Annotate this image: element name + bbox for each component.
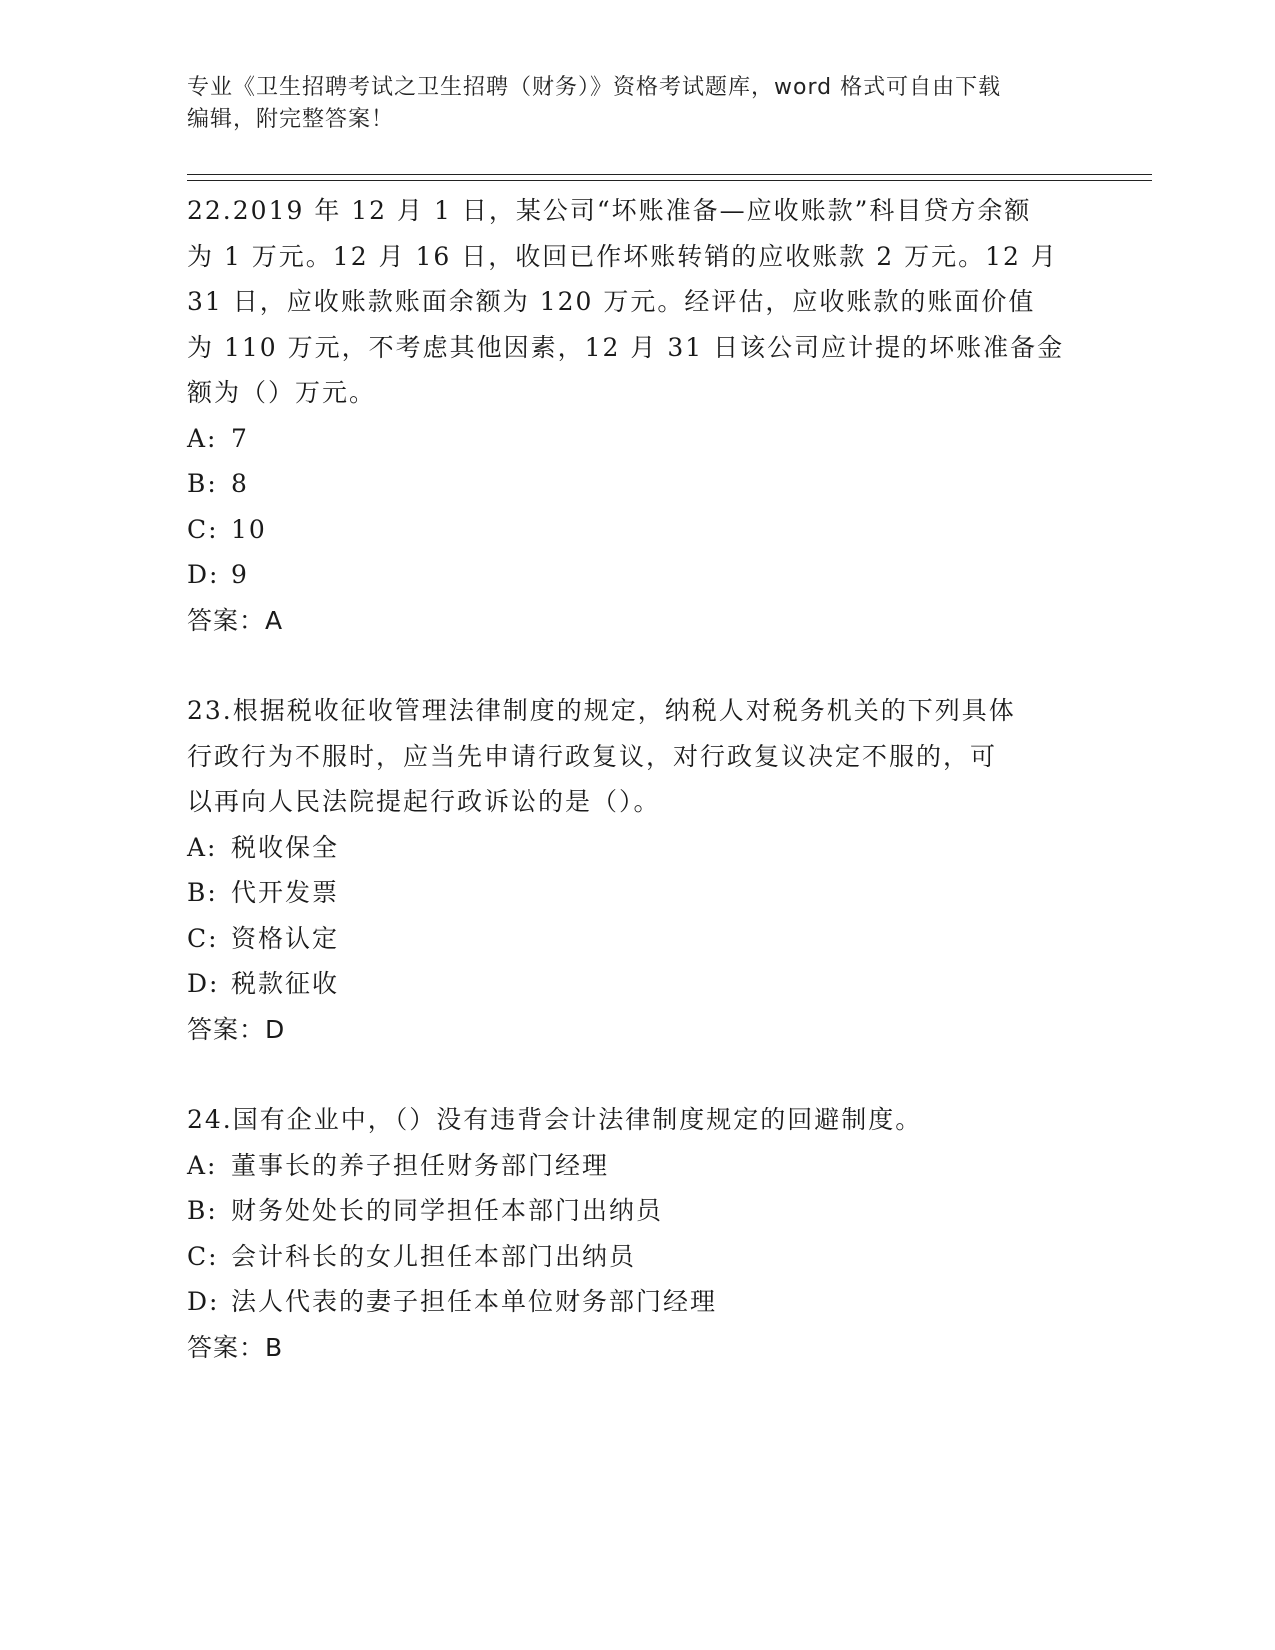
option-a <box>187 825 1107 871</box>
question-22 <box>187 188 1107 643</box>
option-letter: B: <box>187 1196 218 1225</box>
option-letter: D: <box>187 560 220 589</box>
answer-line: 答案：A <box>187 605 284 635</box>
question-stem <box>187 188 1107 416</box>
stem-line: 额为（）万元。 <box>187 378 377 407</box>
option-c <box>187 916 1107 962</box>
option-a <box>187 1143 1107 1189</box>
question-stem <box>187 1097 1107 1143</box>
stem-line: 22.2019 年 12 月 1 日，某公司“坏账准备—应收账款”科目贷方余额 <box>187 196 1032 225</box>
stem-line: 为 110 万元，不考虑其他因素，12 月 31 日该公司应计提的坏账准备金 <box>187 332 1065 362</box>
question-24 <box>187 1097 1107 1370</box>
header-line-2: 编辑，附完整答案！ <box>187 107 395 132</box>
option-text: 8 <box>231 469 249 498</box>
option-text: 税款征收 <box>231 969 340 998</box>
option-text: 10 <box>231 514 267 544</box>
stem-line: 行政行为不服时，应当先申请行政复议，对行政复议决定不服的，可 <box>187 741 998 771</box>
option-text: 资格认定 <box>231 923 340 953</box>
option-letter: C: <box>187 514 219 544</box>
option-c <box>187 507 1107 553</box>
option-text: 7 <box>231 423 249 453</box>
document-header <box>187 72 1087 136</box>
option-text: 董事长的养子担任财务部门经理 <box>231 1150 610 1180</box>
header-line-1: 专业《卫生招聘考试之卫生招聘（财务）》资格考试题库，word 格式可自由下载 <box>187 75 1002 100</box>
answer-line: 答案：D <box>187 1014 286 1044</box>
option-letter: A: <box>187 832 218 862</box>
option-b <box>187 1188 1107 1234</box>
option-d <box>187 961 1107 1007</box>
option-text: 9 <box>231 560 249 589</box>
option-letter: B: <box>187 469 218 498</box>
option-c <box>187 1234 1107 1280</box>
option-letter: D: <box>187 969 220 998</box>
option-d <box>187 1279 1107 1325</box>
option-text: 税收保全 <box>231 832 340 862</box>
option-letter: B: <box>187 878 218 907</box>
question-spacer <box>187 643 1107 688</box>
stem-line: 23.根据税收征收管理法律制度的规定，纳税人对税务机关的下列具体 <box>187 696 1016 725</box>
option-text: 财务处处长的同学担任本部门出纳员 <box>231 1196 664 1225</box>
option-text: 会计科长的女儿担任本部门出纳员 <box>231 1241 637 1271</box>
stem-line: 以再向人民法院提起行政诉讼的是（）。 <box>187 787 661 816</box>
stem-line: 为 1 万元。12 月 16 日，收回已作坏账转销的应收账款 2 万元。12 月 <box>187 241 1058 271</box>
question-list <box>187 188 1107 1370</box>
option-letter: C: <box>187 1241 219 1271</box>
option-a <box>187 416 1107 462</box>
option-text: 法人代表的妻子担任本单位财务部门经理 <box>231 1287 718 1316</box>
question-23 <box>187 688 1107 1052</box>
option-letter: A: <box>187 423 218 453</box>
question-spacer <box>187 1052 1107 1097</box>
option-letter: C: <box>187 923 219 953</box>
stem-line: 31 日，应收账款账面余额为 120 万元。经评估，应收账款的账面价值 <box>187 287 1036 316</box>
option-b <box>187 870 1107 916</box>
option-d <box>187 552 1107 598</box>
question-stem <box>187 688 1107 825</box>
header-divider-top <box>187 174 1152 175</box>
option-b <box>187 461 1107 507</box>
header-divider-bottom <box>187 180 1152 181</box>
option-letter: A: <box>187 1150 218 1180</box>
option-text: 代开发票 <box>231 878 340 907</box>
stem-line: 24.国有企业中，（）没有违背会计法律制度规定的回避制度。 <box>187 1105 923 1134</box>
option-letter: D: <box>187 1287 220 1316</box>
answer-line: 答案：B <box>187 1332 284 1362</box>
